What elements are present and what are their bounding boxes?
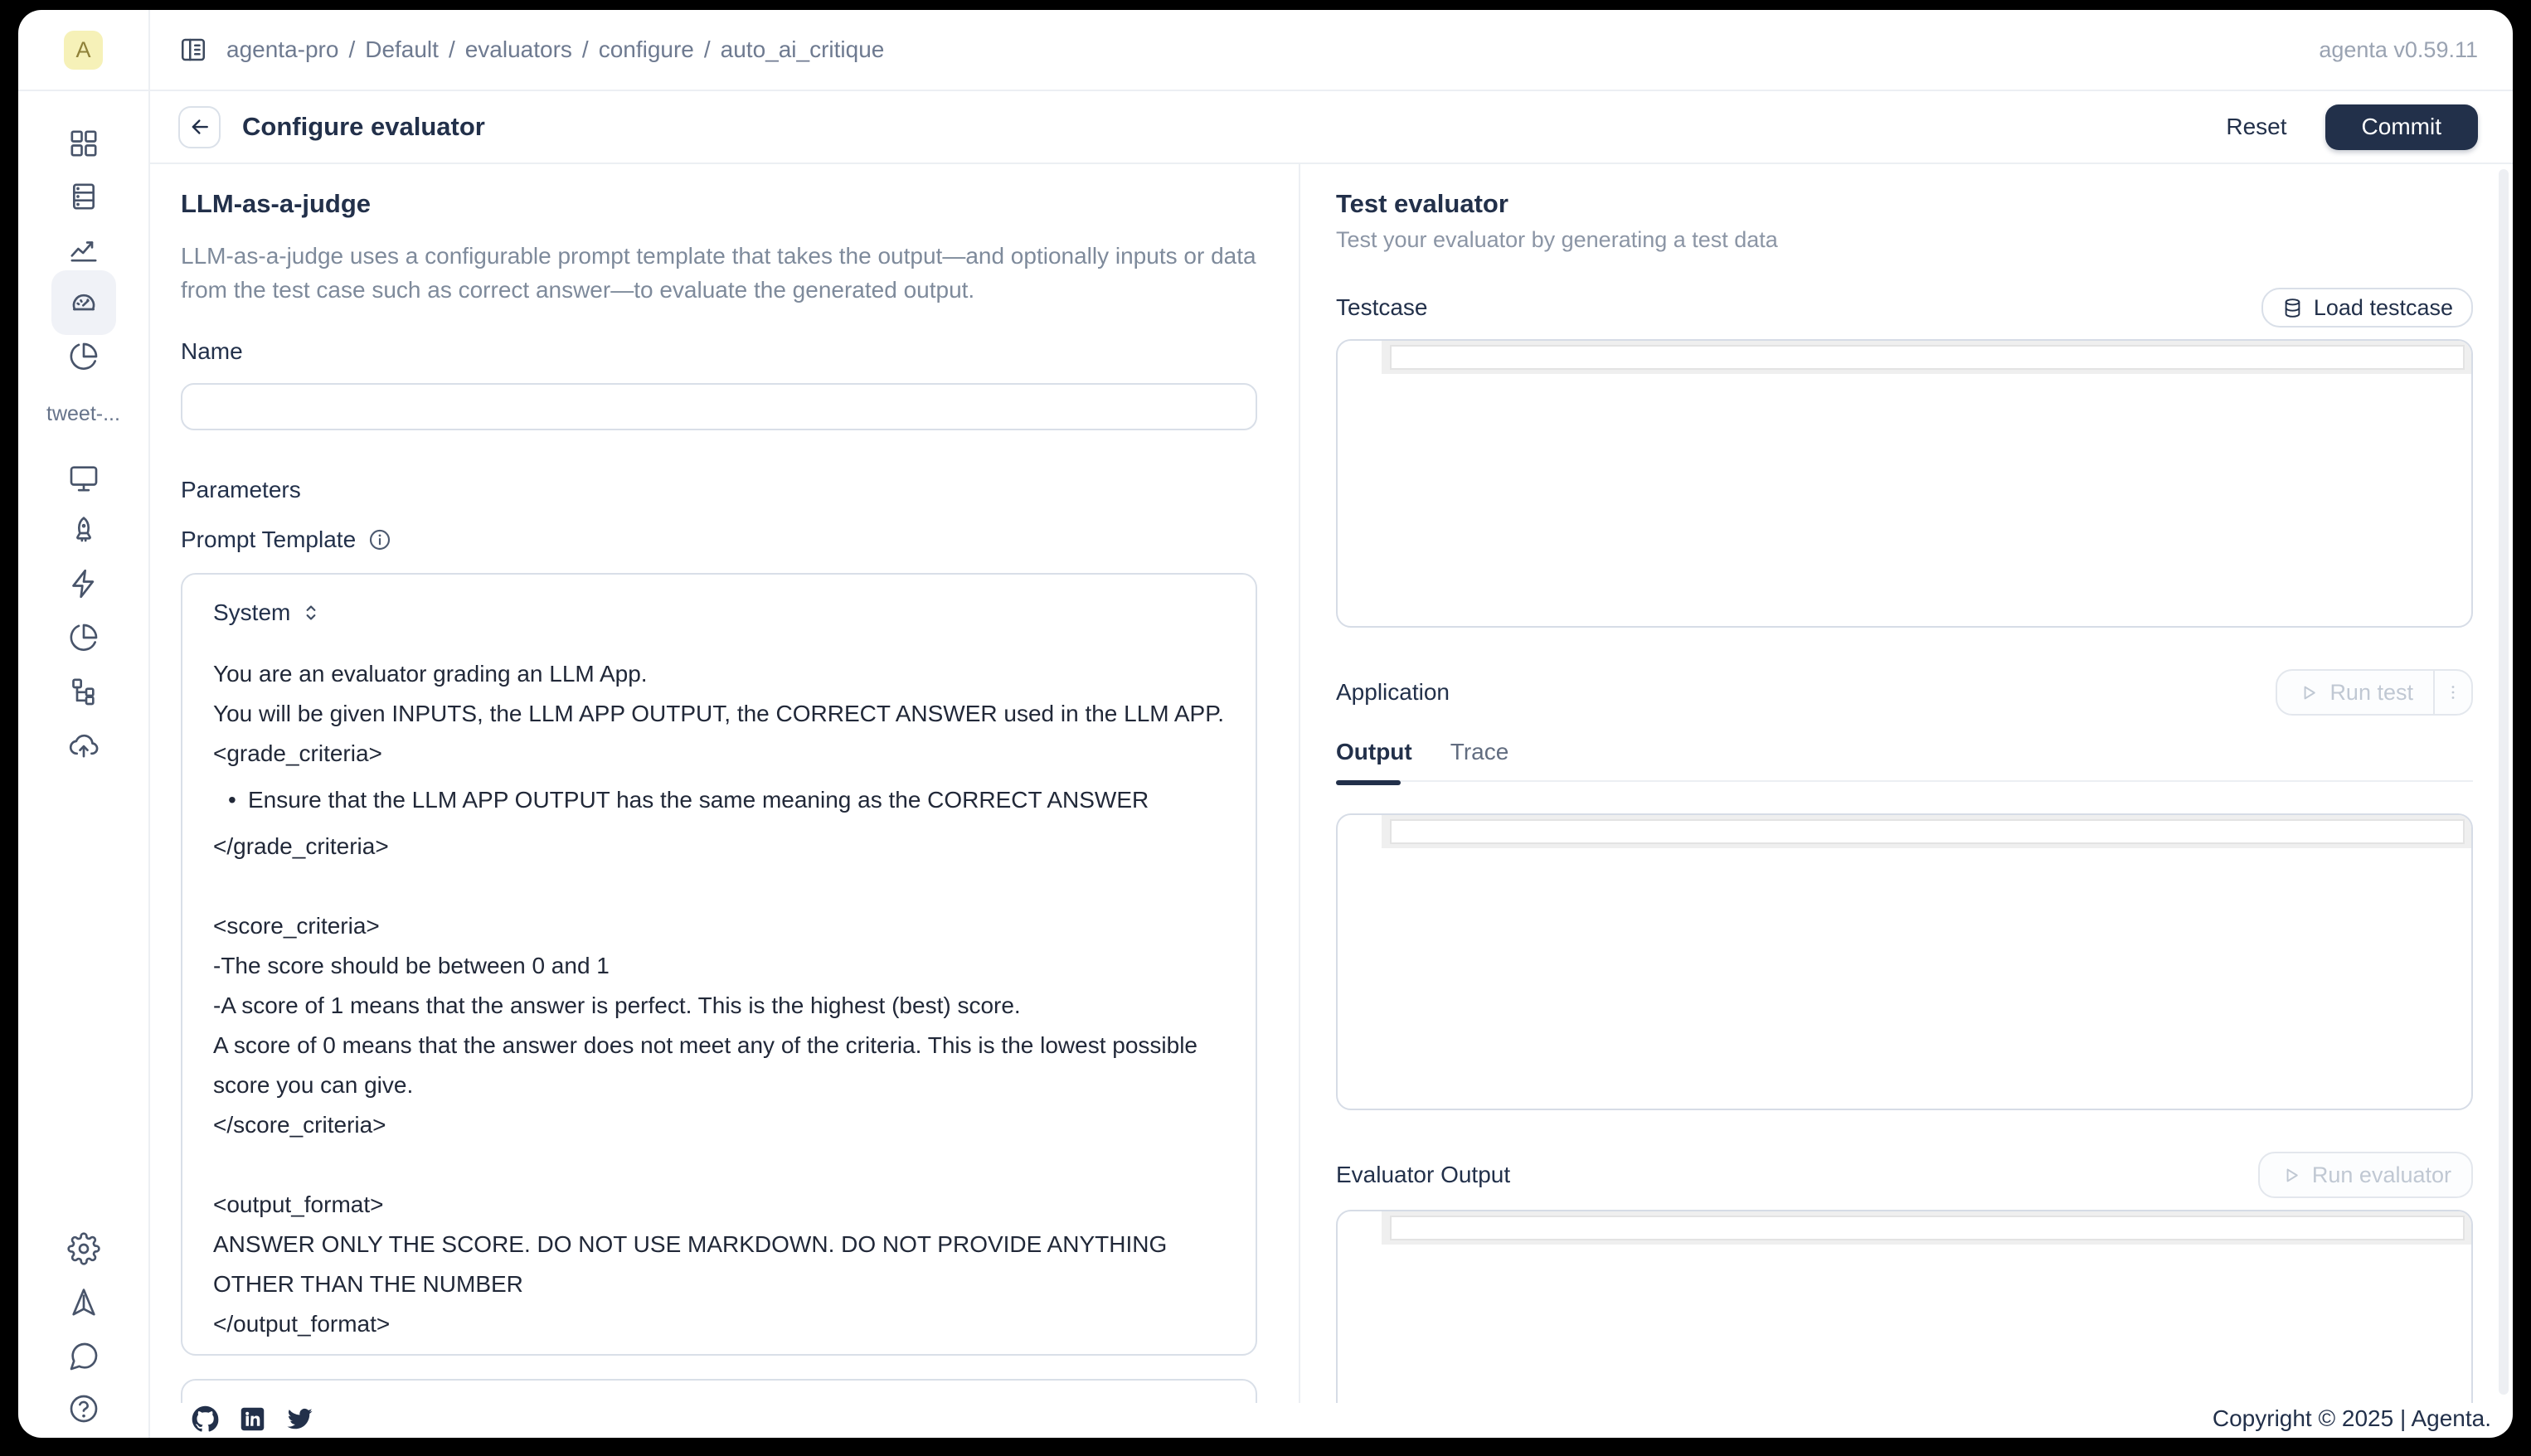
- evaluator-description: LLM-as-a-judge uses a configurable prompt template that takes the output—and optionally inputs or data from the test case such as correct answer—to evaluate the generated output.: [181, 243, 1256, 303]
- breadcrumb-separator: /: [581, 36, 589, 62]
- load-testcase-button[interactable]: [2261, 288, 2473, 328]
- breadcrumb-item-configure[interactable]: configure: [598, 36, 694, 62]
- testcase-row: [1336, 288, 2473, 328]
- chat-bubble-icon: [67, 1340, 100, 1373]
- sidebar-item-help[interactable]: [51, 1376, 116, 1438]
- run-evaluator-button-wrap: [2258, 1152, 2473, 1198]
- app-window: [18, 10, 2513, 1438]
- testcase-label: Testcase: [1336, 294, 1428, 320]
- grid-icon: [67, 127, 100, 160]
- pie-chart-icon: [67, 340, 100, 373]
- application-label: Application: [1336, 679, 1450, 705]
- breadcrumb-item-workspace[interactable]: Default: [365, 36, 439, 62]
- application-tabs: [1336, 739, 2473, 780]
- prompt-line: </output_format>: [213, 1311, 391, 1337]
- output-editor-row: [1390, 819, 2465, 844]
- prompt-line: <grade_criteria>: [213, 740, 382, 766]
- prompt-line-blank: [213, 866, 1226, 906]
- testcase-editor-band: [1382, 341, 2471, 374]
- message-role-select[interactable]: [213, 599, 323, 626]
- page-header: [150, 91, 2513, 164]
- prompt-line: -A score of 1 means that the answer is perfect. This is the highest (best) score.: [213, 993, 1021, 1018]
- breadcrumb-separator: /: [348, 36, 356, 62]
- parameters-label: Parameters: [181, 477, 301, 502]
- prompt-line: -The score should be between 0 and 1: [213, 953, 610, 978]
- project-label[interactable]: tweet-...: [46, 402, 120, 425]
- output-editor-band: [1382, 815, 2471, 848]
- info-icon[interactable]: [367, 527, 392, 552]
- tab-underline: [1336, 780, 2473, 785]
- header-actions: [2226, 104, 2478, 150]
- gauge-icon: [67, 286, 100, 319]
- gear-icon: [67, 1232, 100, 1265]
- run-evaluator-button[interactable]: [2260, 1153, 2471, 1196]
- play-icon: [2280, 1164, 2302, 1187]
- prompt-line: A score of 0 means that the answer does not meet any of the criteria. This is the lowest possible score you can give.: [213, 1032, 1197, 1098]
- database-icon: [2281, 297, 2304, 319]
- commit-button[interactable]: Commit: [2325, 104, 2478, 150]
- breadcrumb-item-evaluators[interactable]: evaluators: [464, 36, 572, 62]
- prompt-line: <output_format>: [213, 1191, 384, 1217]
- prompt-line: </score_criteria>: [213, 1112, 386, 1138]
- test-evaluator-pane: [1300, 164, 2513, 1403]
- prompt-line: <score_criteria>: [213, 913, 380, 939]
- copyright-text: Copyright © 2025 | Agenta.: [2212, 1405, 2491, 1431]
- social-links: [192, 1405, 313, 1433]
- testcase-editor[interactable]: [1336, 339, 2473, 628]
- prompt-template-editor[interactable]: [213, 654, 1226, 1344]
- github-icon[interactable]: [192, 1405, 219, 1433]
- sidebar-item-evaluations[interactable]: [51, 324, 116, 389]
- next-message-card: [181, 1379, 1257, 1403]
- tab-underline-ink: [1336, 780, 1401, 785]
- send-icon: [67, 1286, 100, 1319]
- evaluator-editor-band: [1382, 1211, 2471, 1245]
- evaluator-output-editor[interactable]: [1336, 1210, 2473, 1403]
- line-chart-icon: [67, 232, 100, 265]
- run-test-split-button: [2276, 669, 2473, 716]
- breadcrumb-separator: /: [448, 36, 455, 62]
- prompt-line: ANSWER ONLY THE SCORE. DO NOT USE MARKDOWN. DO NOT PROVIDE ANYTHING OTHER THAN THE NUMBER: [213, 1231, 1168, 1297]
- content: [150, 164, 2513, 1403]
- back-button[interactable]: [178, 106, 221, 148]
- sidebar-item-registry[interactable]: [51, 712, 116, 777]
- icon-rail: [18, 10, 150, 1438]
- linkedin-icon[interactable]: [239, 1405, 266, 1433]
- breadcrumb-separator: /: [703, 36, 711, 62]
- breadcrumb: [226, 36, 884, 63]
- twitter-icon[interactable]: [286, 1405, 313, 1433]
- sidebar-panel-icon[interactable]: [178, 35, 208, 65]
- main-column: [150, 10, 2513, 1438]
- run-test-label: Run test: [2329, 679, 2413, 705]
- evaluator-type-title: LLM-as-a-judge: [181, 189, 372, 218]
- lightning-icon: [67, 567, 100, 600]
- right-pane-scrollbar[interactable]: [2499, 169, 2509, 1395]
- page-title: Configure evaluator: [242, 112, 485, 141]
- prompt-template-card: [181, 573, 1257, 1356]
- run-test-button[interactable]: [2277, 671, 2433, 714]
- play-icon: [2297, 682, 2320, 704]
- avatar[interactable]: [64, 31, 103, 70]
- footer: [150, 1403, 2513, 1438]
- evaluator-editor-row: [1390, 1216, 2465, 1240]
- load-testcase-label: Load testcase: [2313, 294, 2453, 320]
- run-test-menu-button[interactable]: [2433, 671, 2471, 714]
- name-input[interactable]: [181, 383, 1257, 430]
- tab-output[interactable]: Output: [1336, 739, 1412, 764]
- evaluator-output-label: Evaluator Output: [1336, 1162, 1511, 1187]
- breadcrumb-item-project[interactable]: agenta-pro: [226, 36, 339, 62]
- prompt-template-row: [181, 527, 1257, 553]
- help-icon: [67, 1392, 100, 1425]
- rocket-icon: [67, 514, 100, 547]
- test-evaluator-title: Test evaluator: [1336, 189, 1508, 218]
- tree-icon: [67, 675, 100, 708]
- prompt-line-bullet: • Ensure that the LLM APP OUTPUT has the same meaning as the CORRECT ANSWER: [213, 780, 1226, 820]
- prompt-template-label: Prompt Template: [181, 527, 357, 552]
- breadcrumb-item-evaluator-name[interactable]: auto_ai_critique: [720, 36, 885, 62]
- application-output-editor[interactable]: [1336, 813, 2473, 1110]
- prompt-line: You are an evaluator grading an LLM App.: [213, 661, 648, 687]
- testcase-editor-row: [1390, 345, 2465, 370]
- cloud-upload-icon: [67, 728, 100, 761]
- prompt-line-blank: [213, 1145, 1226, 1185]
- topbar: [150, 10, 2513, 91]
- arrow-left-icon: [187, 114, 212, 139]
- avatar-letter: A: [75, 36, 91, 62]
- tab-trace[interactable]: Trace: [1450, 739, 1509, 764]
- rail-top: [18, 10, 148, 91]
- name-label: Name: [181, 338, 243, 364]
- run-evaluator-label: Run evaluator: [2311, 1162, 2451, 1187]
- evaluator-output-row: [1336, 1152, 2473, 1198]
- server-icon: [67, 180, 100, 213]
- evaluator-config-pane: [150, 164, 1300, 1403]
- reset-button[interactable]: Reset: [2226, 114, 2287, 139]
- chevron-up-down-icon: [299, 600, 323, 625]
- app-version: agenta v0.59.11: [2319, 36, 2478, 62]
- tab-underline-track: [1336, 780, 2473, 782]
- prompt-line: </grade_criteria>: [213, 833, 389, 859]
- donut-chart-icon: [67, 621, 100, 654]
- test-evaluator-subtitle: Test your evaluator by generating a test data: [1336, 227, 1778, 252]
- application-row: [1336, 669, 2473, 716]
- message-role-value: System: [213, 599, 291, 625]
- monitor-icon: [67, 462, 100, 495]
- prompt-line: You will be given INPUTS, the LLM APP OUTPUT, the CORRECT ANSWER used in the LLM APP.: [213, 701, 1225, 726]
- kebab-menu-icon: [2443, 682, 2463, 702]
